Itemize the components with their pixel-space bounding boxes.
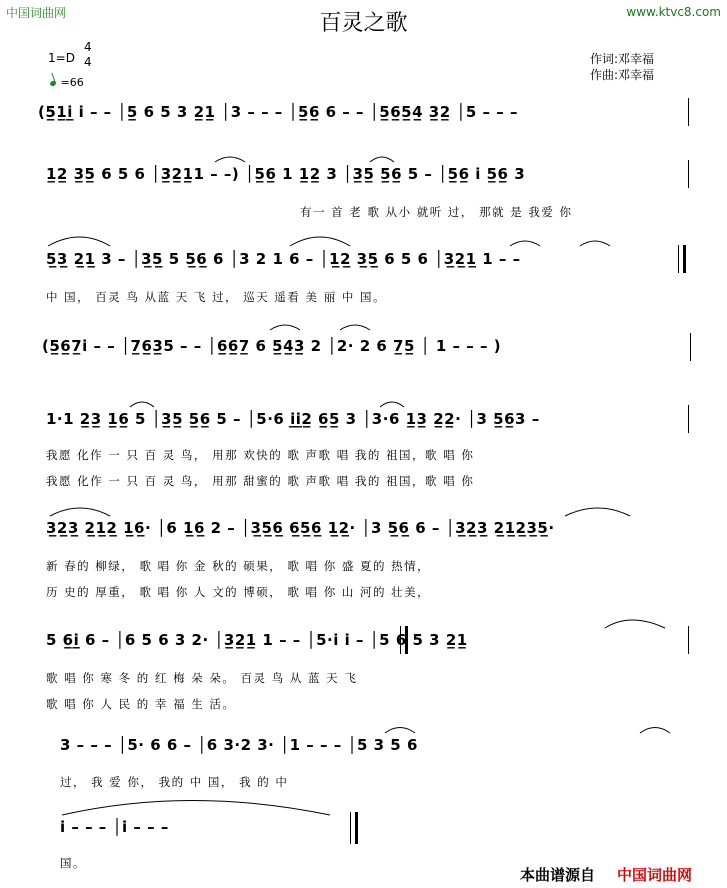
score-row-3: 5̲3̲ 2̲1̲ 3 – │3̲5̲ 5 5̲6̲ 6 │3 2 1 6 – │1̲2̲ 3̲5̲ 6 5 6 │3̲2̲1̲ 1 – – <box>46 250 521 268</box>
lyrics-row-7-verse-2: 歌 唱 你 人 民 的 幸 福 生 活。 <box>46 697 236 711</box>
lyricist-credit: 作词:邓幸福 <box>590 52 655 66</box>
slur <box>50 508 110 516</box>
lyrics-row-6-verse-2: 历 史的 厚重， 歌 唱 你 人 文的 博硕， 歌 唱 你 山 河的 壮美， <box>46 585 431 599</box>
triplet-arc <box>340 325 370 330</box>
site-url[interactable]: www.ktvc8.com <box>626 5 721 19</box>
footer-brand-link[interactable]: 中国词曲网 <box>617 866 693 884</box>
score-row-6: 3̲2̲3̲ 2̲1̲2̲ 1̲6̲· │6 1̲6̲ 2 – │3̲5̲6̲ 6̲5̲6̲ 1̲2̲· │3 5̲6̲ 6 – │3̲2̲3̲ 2̲1̲2̲3̲5̲· <box>46 519 555 537</box>
score-row-8: 3 – – – │5· 6 6 – │6 3·2 3· │1 – – – │5 3 5 6 <box>60 736 418 754</box>
score-row-5: 1·1 2̲3̲ 1̲6̲ 5 │3̲5̲ 5̲6̲ 5 – │5·6 i̲i̲2̲ 6̲5̲ 3 │3·6 1̲3̲ 2̲2̲· │3 5̲6̲3 – <box>46 410 540 428</box>
time-signature-bottom: 4 <box>84 55 92 69</box>
lyrics-row-5-verse-1: 我愿 化作 一 只 百 灵 鸟， 用那 欢快的 歌 声歌 唱 我的 祖国，歌 唱 你 <box>46 448 475 462</box>
slur <box>380 402 404 407</box>
footer-source <box>520 864 692 885</box>
composer-credit: 作曲:邓幸福 <box>590 68 655 82</box>
slur <box>580 241 610 246</box>
slur <box>385 728 415 734</box>
score-row-1: (5̲1̲i̲ i – – │5̲ 6 5 3 2̲1̲ │3 – – – │5̲6̲ 6 – – │5̲6̲5̲4̲ 3̲2̲ │5 – – – <box>38 103 518 121</box>
score-row-7: 5 6̲i̲ 6 – │6 5 6 3 2· │3̲2̲1̲ 1 – – │5·i i – │5 6 5 3 2̲1̲ <box>46 631 468 649</box>
lyrics-row-3: 中 国， 百灵 鸟 从蓝 天 飞 过， 巡天 遥看 美 丽 中 国。 <box>46 290 387 304</box>
time-signature-top: 4 <box>84 40 92 54</box>
lyrics-row-6-verse-1: 新 春的 柳绿， 歌 唱 你 金 秋的 硕果， 歌 唱 你 盛 夏的 热情， <box>46 559 431 573</box>
slur <box>565 508 630 516</box>
lyrics-row-9: 国。 <box>60 856 86 870</box>
lyrics-row-7-verse-1: 歌 唱 你 寒 冬 的 红 梅 朵 朵。 百灵 鸟 从 蓝 天 飞 <box>46 671 358 685</box>
lyrics-row-2: 有一 首 老 歌 从小 就听 过， 那就 是 我爱 你 <box>300 205 573 219</box>
score-row-2: 1̲2̲ 3̲5̲ 6 5 6 │3̲2̲1̲1 – –) │5̲6̲ 1 1̲2̲ 3 │3̲5̲ 5̲6̲ 5 – │5̲6̲ i 5̲6̲ 3 <box>46 165 526 183</box>
lyrics-row-5-verse-2: 我愿 化作 一 只 百 灵 鸟， 用那 甜蜜的 歌 声歌 唱 我的 祖国，歌 唱 你 <box>46 474 475 488</box>
triplet-arc <box>270 325 300 330</box>
slur <box>510 241 540 246</box>
key-signature: 1=D <box>48 51 75 65</box>
lyrics-row-8: 过， 我 爱 你， 我的 中 国， 我 的 中 <box>60 775 289 789</box>
footer-label: 本曲谱源自 <box>520 866 596 884</box>
site-logo-left[interactable]: 中国词曲网 <box>6 6 67 20</box>
slur <box>370 157 394 162</box>
slur <box>290 237 350 246</box>
score-row-9: i – – – │i – – – <box>60 818 169 836</box>
tempo-value: =66 <box>60 76 84 89</box>
slur <box>130 402 154 407</box>
song-title: 百灵之歌 <box>319 11 408 36</box>
slur <box>605 620 665 628</box>
slur <box>640 728 670 734</box>
tie <box>62 801 330 816</box>
slur <box>215 157 245 162</box>
score-row-4: (5̲6̲7̲i – – │7̲6̲3̲5 – – │6̲6̲7̲ 6 5̲4̲3̲ 2 │2· 2 6 7̲5̲ │ 1 – – – ) <box>42 337 502 355</box>
slur <box>48 237 110 246</box>
